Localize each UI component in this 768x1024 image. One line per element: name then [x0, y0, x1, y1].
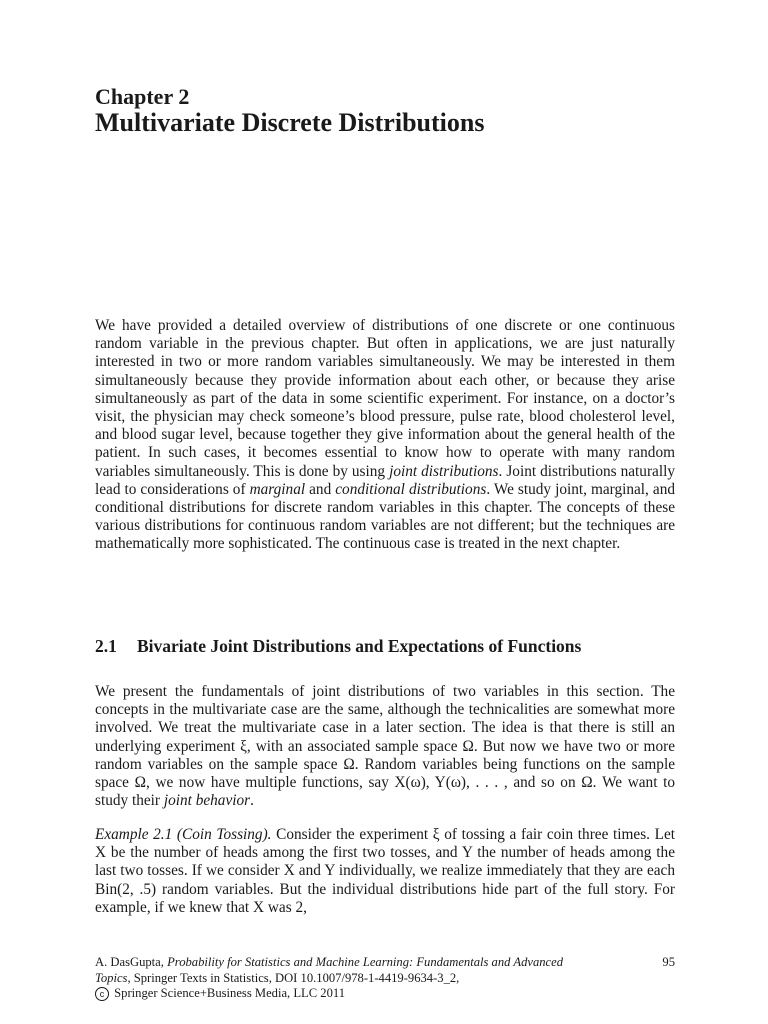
copyright-icon: c [95, 987, 109, 1001]
intro-paragraph: We have provided a detailed overview of distributions of one discrete or one continuous random variable in the previous chapter. But often in applications, we are just naturally interested in two or more random variables simultaneously. We may be interested in them simultaneously because they provide information about each other, or because they arise simultaneously as part of the data in some scientific experiment. For instance, on a doctor’s visit, the physician may check someone’s blood pressure, pulse rate, blood cholesterol level, and blood sugar level, because together they give information about the general health of the patient. In such cases, it becomes essential to know how to operate with many random variables simultaneously. This is done by using joint distributions. Joint distributions naturally lead to considerations of marginal and conditional distributions. We study joint, marginal, and conditional distributions for discrete random variables in this chapter. The concepts of these various distributions for continuous random variables are not different; but the techniques are mathematically more sophisticated. The continuous case is treated in the next chapter. [95, 317, 675, 553]
emphasis-marginal: marginal [249, 480, 306, 498]
footer-copyright: c Springer Science+Business Media, LLC 2011 [95, 986, 675, 1002]
example-label: Example 2.1 (Coin Tossing). [95, 826, 272, 843]
page-footer [95, 955, 675, 1002]
section-title: Bivariate Joint Distributions and Expectations of Functions [137, 636, 582, 656]
section-paragraph: We present the fundamentals of joint distributions of two variables in this section. The concepts in the multivariate case are the same, although the technicalities are somewhat more involved. We treat the multivariate case in a later section. The idea is that there is still an underlying experiment ξ, with an associated sample space Ω. But now we have two or more random variables on the sample space Ω. Random variables being functions on the sample space Ω, we now have multiple functions, say X(ω), Y(ω), . . . , and so on Ω. We want to study their joint behavior. [95, 683, 675, 810]
chapter-title: Multivariate Discrete Distributions [95, 108, 485, 137]
emphasis-joint-behavior: joint behavior [163, 792, 251, 810]
book-title: Probability for Statistics and Machine Learning: Fundamentals and Advanced Topics [95, 955, 564, 985]
page-number: 95 [662, 955, 675, 969]
footer-citation: A. DasGupta, Probability for Statistics and Machine Learning: Fundamentals and Advanced Topics, Springer Texts in Statistics, DOI 10.1007/978-1-4419-9634-3_2, [95, 955, 564, 985]
emphasis-conditional-distributions: conditional distributions [335, 480, 487, 498]
example-paragraph: Example 2.1 (Coin Tossing). Consider the experiment ξ of tossing a fair coin three times. Let X be the number of heads among the first two tosses, and Y the number of heads among the last two tosses. If we consider X and Y individually, we realize immediately that they are each Bin(2, .5) random variables. But the individual distributions hide part of the full story. For example, if we knew that X was 2, [95, 826, 675, 916]
section-number: 2.1 [95, 636, 117, 656]
emphasis-joint-distributions: joint distributions [389, 462, 499, 480]
section-heading [95, 636, 581, 657]
chapter-label: Chapter 2 [95, 84, 190, 109]
